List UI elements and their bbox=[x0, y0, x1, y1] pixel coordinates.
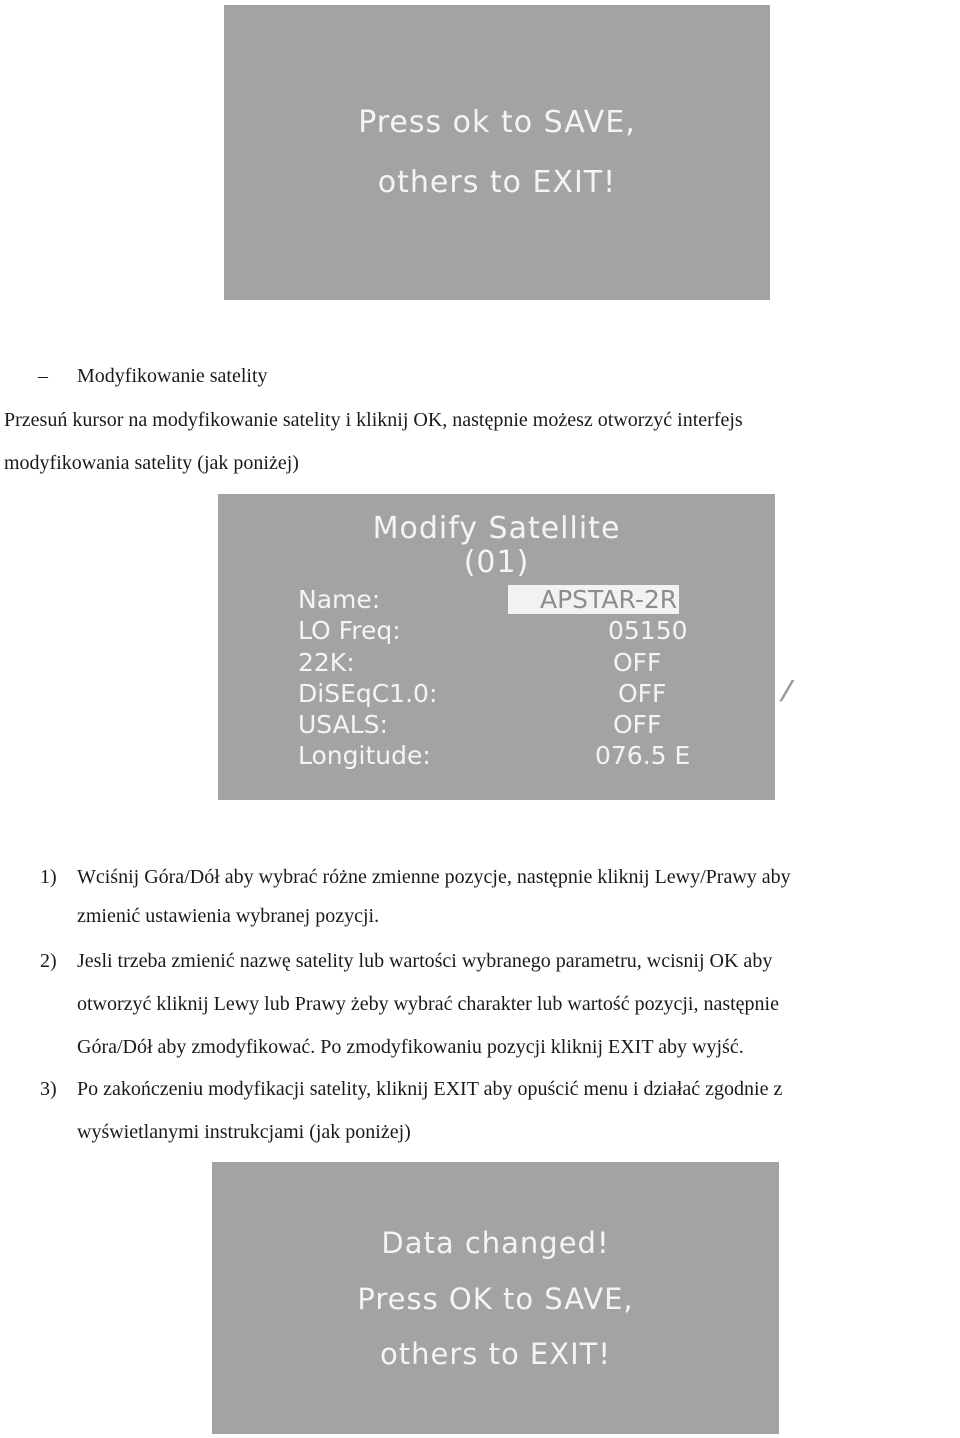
intro-text-line-1: Przesuń kursor na modyfikowanie satelity i kliknij OK, następnie możesz otworzyć interfejs bbox=[4, 409, 743, 431]
step-3-line-1: Po zakończeniu modyfikacji satelity, kliknij EXIT aby opuścić menu i działać zgodnie z bbox=[77, 1078, 783, 1100]
intro-text-line-2: modyfikowania satelity (jak poniżej) bbox=[4, 452, 299, 474]
field-label: USALS: bbox=[298, 710, 388, 739]
field-label: DiSEqC1.0: bbox=[298, 679, 438, 708]
osd-exit-prompt-line: others to EXIT! bbox=[377, 165, 617, 200]
list-number: 1) bbox=[40, 866, 57, 888]
field-value: 076.5 E bbox=[595, 741, 691, 770]
step-3-line-2: wyświetlanymi instrukcjami (jak poniżej) bbox=[77, 1121, 411, 1143]
osd-data-changed-screen bbox=[212, 1162, 779, 1434]
osd-exit-prompt-line: others to EXIT! bbox=[380, 1337, 611, 1371]
field-value: OFF bbox=[618, 679, 667, 708]
field-row-name[interactable] bbox=[298, 585, 715, 615]
field-row-lo-freq[interactable] bbox=[298, 616, 715, 646]
field-label: Name: bbox=[298, 585, 381, 614]
osd-satellite-number: (01) bbox=[463, 545, 530, 580]
field-label: LO Freq: bbox=[298, 616, 401, 645]
osd-modify-satellite-screen bbox=[218, 494, 775, 800]
stray-mark-icon: / bbox=[777, 676, 796, 706]
step-1-line-1: Wciśnij Góra/Dół aby wybrać różne zmienne pozycje, następnie kliknij Lewy/Prawy aby bbox=[77, 866, 791, 888]
field-label: Longitude: bbox=[298, 741, 431, 770]
step-2-line-1: Jesli trzeba zmienić nazwę satelity lub wartości wybranego parametru, wcisnij OK aby bbox=[77, 950, 773, 972]
field-row-diseqc[interactable] bbox=[298, 679, 715, 709]
field-value: OFF bbox=[613, 710, 662, 739]
step-2-line-2: otworzyć kliknij Lewy lub Prawy żeby wybrać charakter lub wartość pozycji, następnie bbox=[77, 993, 779, 1015]
field-row-longitude[interactable] bbox=[298, 741, 715, 771]
field-value: OFF bbox=[613, 648, 662, 677]
section-heading: Modyfikowanie satelity bbox=[77, 365, 268, 387]
list-number: 3) bbox=[40, 1078, 57, 1100]
osd-data-changed-line: Data changed! bbox=[381, 1226, 610, 1260]
field-row-22k[interactable] bbox=[298, 648, 715, 678]
field-label: 22K: bbox=[298, 648, 355, 677]
field-value: 05150 bbox=[608, 616, 688, 645]
osd-save-prompt-line: Press ok to SAVE, bbox=[358, 105, 636, 140]
field-row-usals[interactable] bbox=[298, 710, 715, 740]
field-value-selected[interactable]: APSTAR-2R bbox=[508, 585, 679, 614]
step-2-line-3: Góra/Dół aby zmodyfikować. Po zmodyfikowaniu pozycji kliknij EXIT aby wyjść. bbox=[77, 1036, 744, 1058]
osd-save-prompt-screen bbox=[224, 5, 770, 300]
list-number: 2) bbox=[40, 950, 57, 972]
osd-title: Modify Satellite bbox=[372, 511, 621, 546]
osd-save-prompt-line: Press OK to SAVE, bbox=[357, 1282, 634, 1316]
heading-dash: – bbox=[38, 365, 48, 387]
step-1-line-2: zmienić ustawienia wybranej pozycji. bbox=[77, 905, 380, 927]
